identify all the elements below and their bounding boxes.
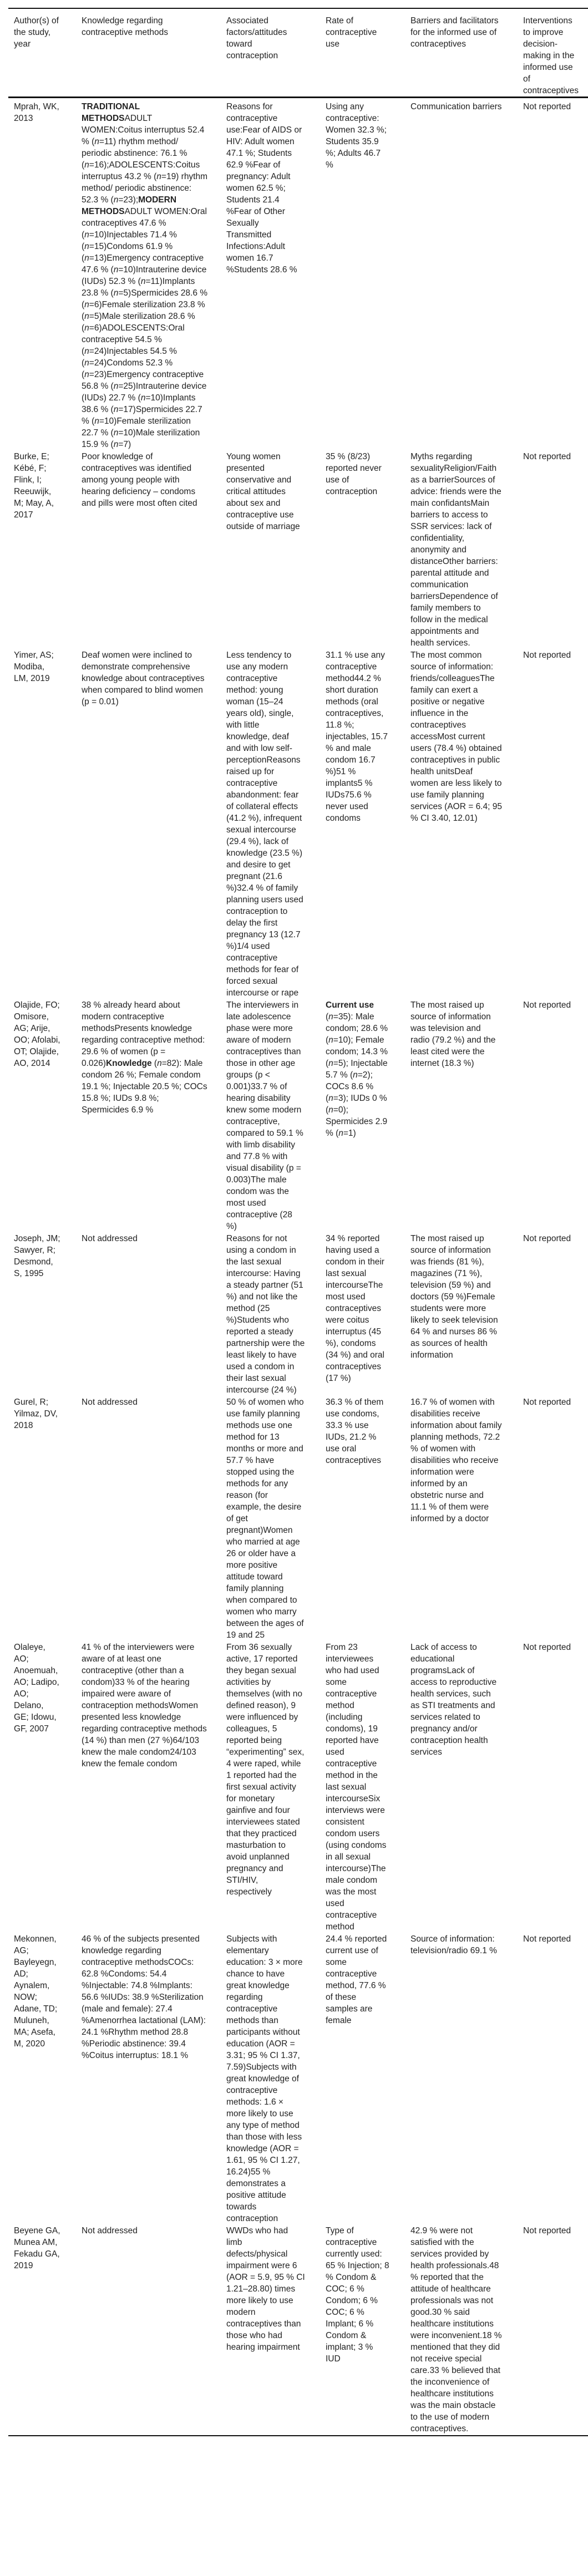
text-segment: =10)Male sterilization 15.9 % ( <box>82 428 200 449</box>
author-cell <box>8 451 82 649</box>
text-segment: n <box>328 1012 333 1022</box>
barriers-cell <box>410 98 523 451</box>
table-body <box>8 98 588 2436</box>
text-segment: ADULT WOMEN:Coitus interruptus 52.4 % ( <box>82 114 205 146</box>
interventions-cell-text: Not reported <box>523 452 571 461</box>
text-segment: =11) rhythm method/ periodic abstinence: 76.1 % ( <box>82 137 187 170</box>
table-row <box>8 1933 588 2225</box>
text-segment: =10)Injectables 71.4 % ( <box>82 230 177 251</box>
interventions-cell <box>523 1642 588 1933</box>
header-barriers-label: Barriers and facilitators for the informed use of contraceptives <box>410 16 499 49</box>
rate-cell-text: From 23 interviewees who had used some contraceptive method (including condoms), 19 reported have used contraceptive method in the last sexual intercourseSix interviews were consistent condom users (using condoms in all sexual intercourse)The male condom was the most used contraceptive method <box>326 1643 387 1932</box>
header-associated-factors <box>226 8 326 98</box>
interventions-cell <box>523 649 588 999</box>
text-segment: =1) <box>343 1129 356 1138</box>
text-segment: n <box>84 358 89 368</box>
barriers-cell-text: Communication barriers <box>410 102 502 111</box>
interventions-cell-text: Not reported <box>523 1234 571 1243</box>
table-row <box>8 451 588 649</box>
text-segment: ( <box>326 1012 329 1022</box>
associated-factors-cell-text: Young women presented conservative and critical attitudes about sex and contraceptive use outside of marriage <box>226 452 300 531</box>
author-cell <box>8 999 82 1233</box>
associated-factors-cell-text: Subjects with elementary education: 3 × more chance to have great knowledge regarding contraceptive methods than participants without education (AOR = 3.31; 95 % CI 1.37, 7.59)Subjects with great knowledge of contraceptive methods: 1.6 × more likely to use any type of method than those with less knowledge (AOR = 1.61, 95 % CI 1.27, 16.24)55 % demonstrates a positive attitude towards contraception <box>226 1934 303 2223</box>
knowledge-cell-text: 46 % of the subjects presented knowledge regarding contraceptive methodsCOCs: 62.8 %Condoms: 54.4 %Injectable: 74.8 %Implants: 56.6 %IUDs: 38.9 %Sterilization (male and female): 27.4 %Amenorrhea lactational (LAM): 24.1 %Rhythm method 28.8 %Periodic abstinence: 39.4 %Coitus interruptus: 18.1 % <box>82 1934 206 2060</box>
text-segment: =35): Male condom; 28.6 % ( <box>326 1012 388 1045</box>
interventions-cell-text: Not reported <box>523 651 571 660</box>
associated-factors-cell <box>226 1396 326 1642</box>
knowledge-cell-text: Deaf women were inclined to demonstrate comprehensive knowledge about contraceptives when compared to blind women (p = 0.01) <box>82 651 205 707</box>
interventions-cell-text: Not reported <box>523 2226 571 2235</box>
text-segment: TRADITIONAL METHODS <box>82 102 140 123</box>
header-interventions <box>523 8 588 98</box>
barriers-cell <box>410 1233 523 1396</box>
header-knowledge <box>82 8 226 98</box>
table-row <box>8 2225 588 2436</box>
text-segment: Knowledge <box>105 1059 152 1068</box>
author-cell-text: Yimer, AS; Modiba, LM, 2019 <box>14 651 54 683</box>
text-segment: =10)Intrauterine device (IUDs) 52.3 % ( <box>82 265 207 286</box>
associated-factors-cell <box>226 1642 326 1933</box>
text-segment: =23)Emergency contraceptive 56.8 % ( <box>82 370 204 391</box>
text-segment: n <box>353 1070 358 1080</box>
associated-factors-cell <box>226 1933 326 2225</box>
knowledge-cell-text: Not addressed <box>82 1234 138 1243</box>
knowledge-cell <box>82 1642 226 1933</box>
interventions-cell-text: Not reported <box>523 1000 571 1010</box>
table-row <box>8 1396 588 1642</box>
text-segment: n <box>84 370 89 379</box>
rate-cell-text: 36.3 % of them use condoms, 33.3 % use IUDs, 21.2 % use oral contraceptives <box>326 1398 384 1465</box>
text-segment: =0); Spermicides 2.9 % ( <box>326 1105 388 1138</box>
text-segment: =23); <box>118 195 139 205</box>
associated-factors-cell <box>226 1233 326 1396</box>
rate-cell-text <box>326 999 389 1139</box>
author-cell-text: Olajide, FO; Omisore, AG; Arije, OO; Afolabi, OT; Olajide, AO, 2014 <box>14 1000 60 1068</box>
interventions-cell <box>523 451 588 649</box>
interventions-cell-text: Not reported <box>523 102 571 111</box>
associated-factors-cell <box>226 2225 326 2436</box>
interventions-cell-text: Not reported <box>523 1398 571 1407</box>
interventions-cell <box>523 1933 588 2225</box>
text-segment: =5)Male sterilization 28.6 % ( <box>82 312 195 333</box>
author-cell <box>8 1933 82 2225</box>
author-cell-text: Olaleye, AO; Anoemuah, AO; Ladipo, AO; Delano, GE; Idowu, GF, 2007 <box>14 1643 59 1734</box>
header-author-label: Author(s) of the study, year <box>14 16 59 49</box>
knowledge-cell <box>82 1933 226 2225</box>
studies-table <box>8 8 588 2436</box>
text-segment: n <box>113 405 119 414</box>
barriers-cell-text: 16.7 % of women with disabilities receive information about family planning methods, 72.2 % of women with disabilities who receive information were informed by an obstetric nurse and 11.1 % of them were informed by a doctor <box>410 1398 502 1523</box>
associated-factors-cell-text: 50 % of women who use family planning methods use one method for 13 months or more and 57.7 % have stopped using the methods for any reason (for example, the desire of get pregnant)Women who married at age 26 or older have a more positive attitude toward family planning when compared to women who marry between the ages of 19 and 25 <box>226 1398 304 1640</box>
header-author <box>8 8 82 98</box>
table-row <box>8 1642 588 1933</box>
text-segment: =5)Spermicides 28.6 % ( <box>82 288 208 309</box>
text-segment: n <box>84 312 89 321</box>
barriers-cell-text: Lack of access to educational programsLack of access to reproductive health services, such as STI treatments and services related to pregnancy and/or contraception health services <box>410 1643 497 1757</box>
text-segment: n <box>140 393 146 403</box>
associated-factors-cell-text: Reasons for contraceptive use:Fear of AIDS or HIV: Adult women 47.1 %; Students 62.9 %Fear of pregnancy: Adult women 62.5 %; Students 21.4 %Fear of Other Sexually Transmitted Infections:Adult women 16.7 %Students 28.6 % <box>226 102 302 275</box>
knowledge-cell <box>82 999 226 1233</box>
barriers-cell <box>410 1642 523 1933</box>
author-cell-text: Joseph, JM; Sawyer, R; Desmond, S, 1995 <box>14 1234 60 1278</box>
table-row <box>8 1233 588 1396</box>
associated-factors-cell-text: Reasons for not using a condom in the last sexual intercourse: Having a steady partner (51 %) and not like the method (25 %)Students who reported a steady partnership were the least likely to have used a condom in their last sexual intercourse (24 %) <box>226 1234 305 1395</box>
text-segment: n <box>156 172 161 181</box>
rate-cell <box>326 1396 410 1642</box>
knowledge-cell <box>82 1233 226 1396</box>
text-segment: =24)Injectables 54.5 % ( <box>82 347 177 368</box>
rate-cell-text: Type of contraceptive currently used: 65 % Injection; 8 % Condom & COC; 6 % Condom; 6 % COC; 6 % Implant; 6 % Condom & implant; 3 % IUD <box>326 2226 389 2364</box>
barriers-cell-text: Source of information: television/radio 69.1 % <box>410 1934 497 1955</box>
text-segment: =11)Implants 23.8 % ( <box>82 277 195 298</box>
text-segment: n <box>338 1129 343 1138</box>
text-segment: n <box>113 428 119 438</box>
text-segment: n <box>94 416 99 426</box>
text-segment: MODERN METHODS <box>82 195 177 216</box>
text-segment: n <box>84 160 89 170</box>
associated-factors-cell-text: WWDs who had limb defects/physical impairment were 6 (AOR = 5.9, 95 % CI 1.21–28.80) times more likely to use modern contraceptives than those who had hearing impairment <box>226 2226 305 2352</box>
associated-factors-cell-text: From 36 sexually active, 17 reported they began sexual activities by themselves (with no defined reason), 9 were influenced by colleagues, 5 reported being “experimenting” sex, 4 were raped, while 1 reported had the first sexual activity for monetary gainfive and four interviewees stated that they practiced masturbation to avoid unplanned pregnancy and STI/HIV, respectively <box>226 1643 305 1897</box>
knowledge-cell-text: 41 % of the interviewers were aware of at least one contraceptive (other than a condom)33 % of the hearing impaired were aware of contraception methodsWomen presented less knowledge regarding contraceptive methods (14 %) than men (27 %)64/103 knew the male condom24/103 knew the female condom <box>82 1643 207 1769</box>
table-header-row <box>8 8 588 98</box>
text-segment: =10)Implants 38.6 % ( <box>82 393 196 414</box>
barriers-cell <box>410 2225 523 2436</box>
text-segment: n <box>94 137 99 146</box>
rate-cell-text: Using any contraceptive: Women 32.3 %; Students 35.9 %; Adults 46.7 % <box>326 102 387 170</box>
text-segment: 38 % already heard about modern contraceptive methodsPresents knowledge regarding contraceptive method: 29.6 % of women (p = 0.026) <box>82 1000 205 1068</box>
associated-factors-cell <box>226 98 326 451</box>
text-segment: n <box>84 230 89 240</box>
text-segment: n <box>113 288 119 298</box>
text-segment: n <box>84 300 89 309</box>
knowledge-cell-text: Not addressed <box>82 2226 138 2235</box>
text-segment: =15)Condoms 61.9 % ( <box>82 242 173 263</box>
author-cell-text: Mprah, WK, 2013 <box>14 102 59 123</box>
knowledge-cell <box>82 1396 226 1642</box>
text-segment: n <box>84 347 89 356</box>
text-segment: =7) <box>118 440 131 449</box>
interventions-cell-text: Not reported <box>523 1643 571 1652</box>
knowledge-cell <box>82 2225 226 2436</box>
barriers-cell-text: 42.9 % were not satisfied with the services provided by health professionals.48 % reported that the attitude of healthcare professionals was not good.30 % said healthcare institutions were inconvenient.18 % mentioned that they did not receive special care.33 % believed that the inconvenience of healthcare institutions was the main obstacle to the use of modern contraceptives. <box>410 2226 502 2433</box>
barriers-cell <box>410 649 523 999</box>
author-cell <box>8 1396 82 1642</box>
associated-factors-cell-text: Less tendency to use any modern contraceptive method: young woman (15–24 years old), single, with little knowledge, deaf and with low self-perceptionReasons raised up for contraceptive abandonment: fear of collateral effects (41.2 %), infrequent sexual intercourse (29.4 %), lack of knowledge (23.5 %) and desire to get pregnant (21.6 %)32.4 % of family planning users used contraception to delay the first pregnancy 13 (12.7 %)1/4 used contraceptive methods for fear of forced sexual intercourse or rape <box>226 651 303 998</box>
author-cell <box>8 1642 82 1933</box>
barriers-cell <box>410 1396 523 1642</box>
text-segment: =3); IUDs 0 % ( <box>326 1094 387 1115</box>
text-segment: =19) rhythm method/ periodic abstinence: 52.3 % ( <box>82 172 208 205</box>
rate-cell-text: 31.1 % use any contraceptive method44.2 % short duration methods (oral contraceptives, 11.8 %; injectables, 15.7 % and male condom 16.7 %)51 % implants5 % IUDs75.6 % never used condoms <box>326 651 388 823</box>
rate-cell <box>326 98 410 451</box>
header-barriers <box>410 8 523 98</box>
text-segment: ( <box>151 1059 158 1068</box>
rate-cell <box>326 1642 410 1933</box>
interventions-cell <box>523 1396 588 1642</box>
rate-cell <box>326 1933 410 2225</box>
header-interventions-label: Interventions to improve decision-making in the informed use of contraceptives <box>523 16 579 95</box>
text-segment: =82): Male condom 26 %; Female condom 19.1 %; Injectable 20.5 %; COCs 15.8 %; IUDs 9.8 %; Spermicides 6.9 % <box>82 1059 207 1115</box>
barriers-cell <box>410 1933 523 2225</box>
text-segment: =6)Female sterilization 23.8 % ( <box>82 300 205 321</box>
rate-cell-text: 35 % (8/23) reported never use of contraception <box>326 452 382 496</box>
author-cell-text: Mekonnen, AG; Bayleyegn, AD; Aynalem, NOW; Adane, TD; Muluneh, MA; Asefa, M, 2020 <box>14 1934 58 2049</box>
text-segment: =10)Female sterilization 22.7 % ( <box>82 416 191 438</box>
text-segment: =6)ADOLESCENTS:Oral contraceptive 54.5 % ( <box>82 323 185 356</box>
table-row <box>8 98 588 451</box>
text-segment: n <box>328 1094 333 1103</box>
author-cell <box>8 1233 82 1396</box>
text-segment: n <box>328 1059 333 1068</box>
header-rate-label: Rate of contraceptive use <box>326 16 377 49</box>
knowledge-cell-text: Not addressed <box>82 1398 138 1407</box>
text-segment: n <box>328 1105 333 1115</box>
knowledge-cell <box>82 451 226 649</box>
interventions-cell-text: Not reported <box>523 1934 571 1944</box>
associated-factors-cell <box>226 649 326 999</box>
rate-cell <box>326 2225 410 2436</box>
barriers-cell-text: Myths regarding sexualityReligion/Faith as a barrierSources of advice: friends were the main confidantsMain barriers to access to SSR services: lack of confidentiality, anonymity and distanceOther barriers: parental attitude and communication barriersDependence of family members to follow in the medical appointments and health services. <box>410 452 501 648</box>
text-segment: n <box>328 1035 333 1045</box>
knowledge-cell-text <box>82 101 208 450</box>
rate-cell-text: 34 % reported having used a condom in their last sexual intercourseThe most used contraceptives were coitus interruptus (45 %), condoms (34 %) and oral contraceptives (17 %) <box>326 1234 384 1383</box>
rate-cell <box>326 451 410 649</box>
interventions-cell <box>523 98 588 451</box>
text-segment: =24)Condoms 52.3 % ( <box>82 358 173 379</box>
barriers-cell-text: The most raised up source of information was friends (81 %), magazines (71 %), television (59 %) and doctors (59 %)Female students were more likely to seek television 64 % and nurses 86 % as sources of health information <box>410 1234 498 1360</box>
text-segment: n <box>113 265 119 275</box>
table-row <box>8 649 588 999</box>
text-segment: =25)Intrauterine device (IUDs) 22.7 % ( <box>82 382 207 403</box>
rate-cell <box>326 1233 410 1396</box>
barriers-cell <box>410 451 523 649</box>
interventions-cell <box>523 1233 588 1396</box>
author-cell <box>8 2225 82 2436</box>
rate-cell <box>326 999 410 1233</box>
text-segment: n <box>113 382 119 391</box>
interventions-cell <box>523 2225 588 2436</box>
text-segment: Current use <box>326 1000 374 1010</box>
author-cell <box>8 98 82 451</box>
associated-factors-cell <box>226 999 329 1233</box>
barriers-cell <box>410 999 523 1233</box>
associated-factors-cell-text: The interviewers in late adolescence phase were more aware of modern contraceptives than those in other age groups (p < 0.001)33.7 % of hearing disability knew some modern contraceptive, compared to 59.1 % with limb disability and 77.8 % with visual disability (p = 0.003)The male condom was the most used contraceptive (28 %) <box>226 1000 303 1231</box>
associated-factors-cell <box>226 451 326 649</box>
text-segment: =13)Emergency contraceptive 47.6 % ( <box>82 253 204 275</box>
text-segment: =17)Spermicides 22.7 % ( <box>82 405 202 426</box>
knowledge-cell-text <box>82 999 208 1116</box>
barriers-cell-text: The most common source of information: friends/colleaguesThe family can exert a positive or negative influence in the contraceptives accessMost current users (78.4 %) obtained contraceptives in public health unitsDeaf women are less likely to use family planning services (AOR = 6.4; 95 % CI 3.40, 12.01) <box>410 651 502 823</box>
header-associated-factors-label: Associated factors/attitudes toward contraception <box>226 16 287 60</box>
interventions-cell <box>523 999 588 1233</box>
text-segment: n <box>84 242 89 251</box>
table-row <box>8 999 588 1233</box>
knowledge-cell <box>82 649 226 999</box>
knowledge-cell-text: Poor knowledge of contraceptives was identified among young people with hearing deficiency – condoms and pills were most often cited <box>82 452 197 508</box>
author-cell <box>8 649 82 999</box>
text-segment: n <box>157 1059 162 1068</box>
text-segment: n <box>84 323 89 333</box>
text-segment: =10); Female condom; 14.3 % ( <box>326 1035 388 1068</box>
rate-cell-text: 24.4 % reported current use of some contraceptive method, 77.6 % of these samples are female <box>326 1934 387 2025</box>
knowledge-cell <box>82 98 226 451</box>
rate-cell <box>326 649 410 999</box>
header-rate <box>326 8 410 98</box>
author-cell-text: Gurel, R; Yilmaz, DV, 2018 <box>14 1398 58 1430</box>
text-segment: n <box>113 440 119 449</box>
text-segment: =2); COCs 8.6 % ( <box>326 1070 374 1103</box>
author-cell-text: Beyene GA, Munea AM, Fekadu GA, 2019 <box>14 2226 60 2270</box>
text-segment: =16);ADOLESCENTS:Coitus interruptus 43.2 % ( <box>82 160 200 181</box>
text-segment: n <box>140 277 146 286</box>
author-cell-text: Burke, E; Kébé, F; Flink, I; Reeuwijk, M; May, A, 2017 <box>14 452 54 520</box>
text-segment: n <box>113 195 119 205</box>
text-segment: ADULT WOMEN:Oral contraceptives 47.6 % ( <box>82 207 207 240</box>
header-knowledge-label: Knowledge regarding contraceptive methods <box>82 16 168 37</box>
text-segment: n <box>84 253 89 263</box>
barriers-cell-text: The most raised up source of information was television and radio (79.2 %) and the least cited were the internet (18.3 %) <box>410 1000 496 1068</box>
text-segment: =5); Injectable 5.7 % ( <box>326 1059 388 1080</box>
